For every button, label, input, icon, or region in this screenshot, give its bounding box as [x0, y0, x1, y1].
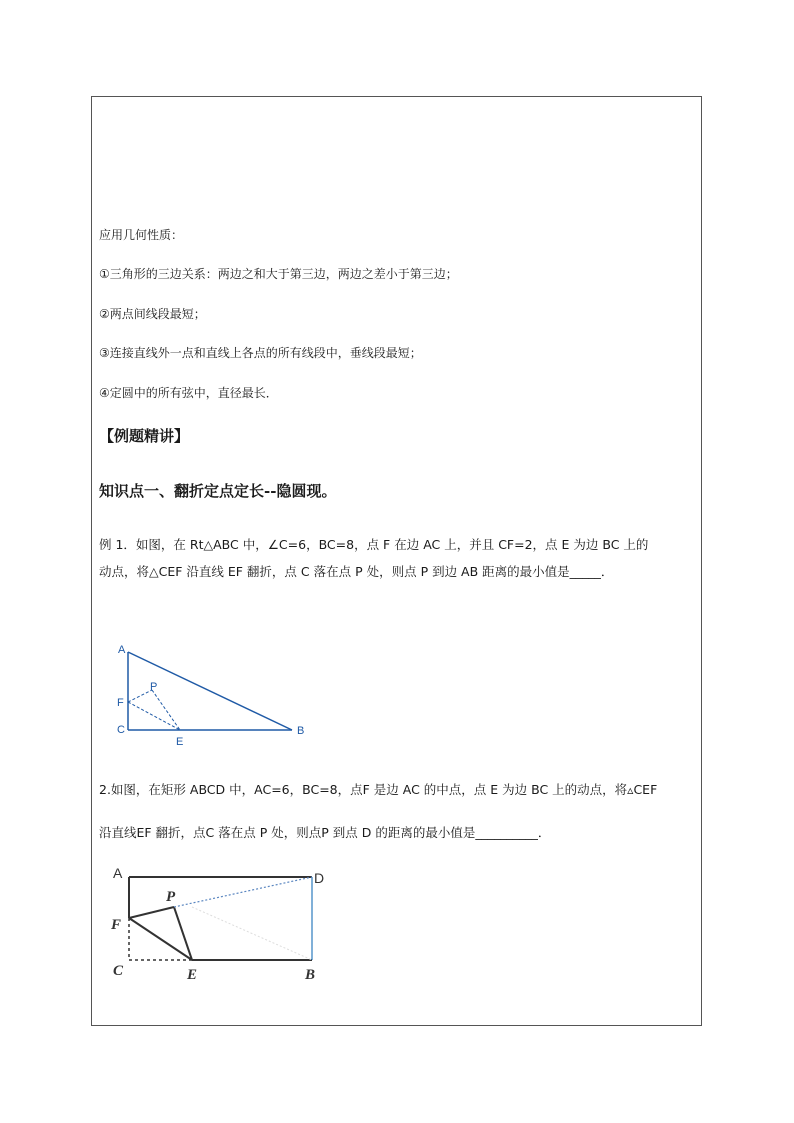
segment-fe	[129, 918, 192, 960]
label-p: P	[150, 681, 158, 693]
label-b: B	[297, 725, 305, 737]
example1-line2: 动点，将△CEF 沿直线 EF 翻折，点 C 落在点 P 处，则点 P 到边 AB 距离的最小值是_____．	[99, 564, 614, 579]
segment-fp	[129, 907, 174, 918]
section-title: 应用几何性质：	[99, 228, 184, 242]
label-c: C	[113, 963, 124, 979]
label-f: F	[117, 697, 124, 709]
property-3: ③连接直线外一点和直线上各点的所有线段中，垂线段最短；	[99, 346, 422, 360]
segment-pd	[174, 877, 312, 907]
property-1: ①三角形的三边关系：两边之和大于第三边，两边之差小于第三边；	[99, 267, 458, 281]
example-header: 【例题精讲】	[99, 427, 190, 445]
label-p: P	[166, 889, 176, 905]
label-c: C	[117, 724, 125, 736]
label-a: A	[118, 644, 126, 656]
example2-line2: 沿直线EF 翻折，点C 落在点 P 处，则点P 到点 D 的距离的最小值是__________．	[99, 825, 551, 840]
label-e: E	[176, 736, 184, 748]
segment-pe	[174, 907, 192, 960]
label-a: A	[113, 865, 123, 881]
segment-ed-faint	[192, 907, 312, 960]
label-e: E	[187, 967, 198, 983]
property-2: ②两点间线段最短；	[99, 307, 206, 321]
example1-line1: 例 1．如图，在 Rt△ABC 中，∠C=6，BC=8，点 F 在边 AC 上，并且 CF=2，点 E 为边 BC 上的	[99, 537, 649, 552]
label-d: D	[314, 870, 325, 886]
example2-line1: 2.如图，在矩形 ABCD 中，AC=6，BC=8，点F 是边 AC 的中点，点 E 为边 BC 上的动点，将▵CEF	[99, 782, 658, 797]
knowledge-point-title: 知识点一、翻折定点定长--隐圆现。	[99, 482, 337, 500]
label-b: B	[305, 967, 316, 983]
label-f: F	[111, 917, 122, 933]
property-4: ④定圆中的所有弦中，直径最长．	[99, 386, 278, 400]
